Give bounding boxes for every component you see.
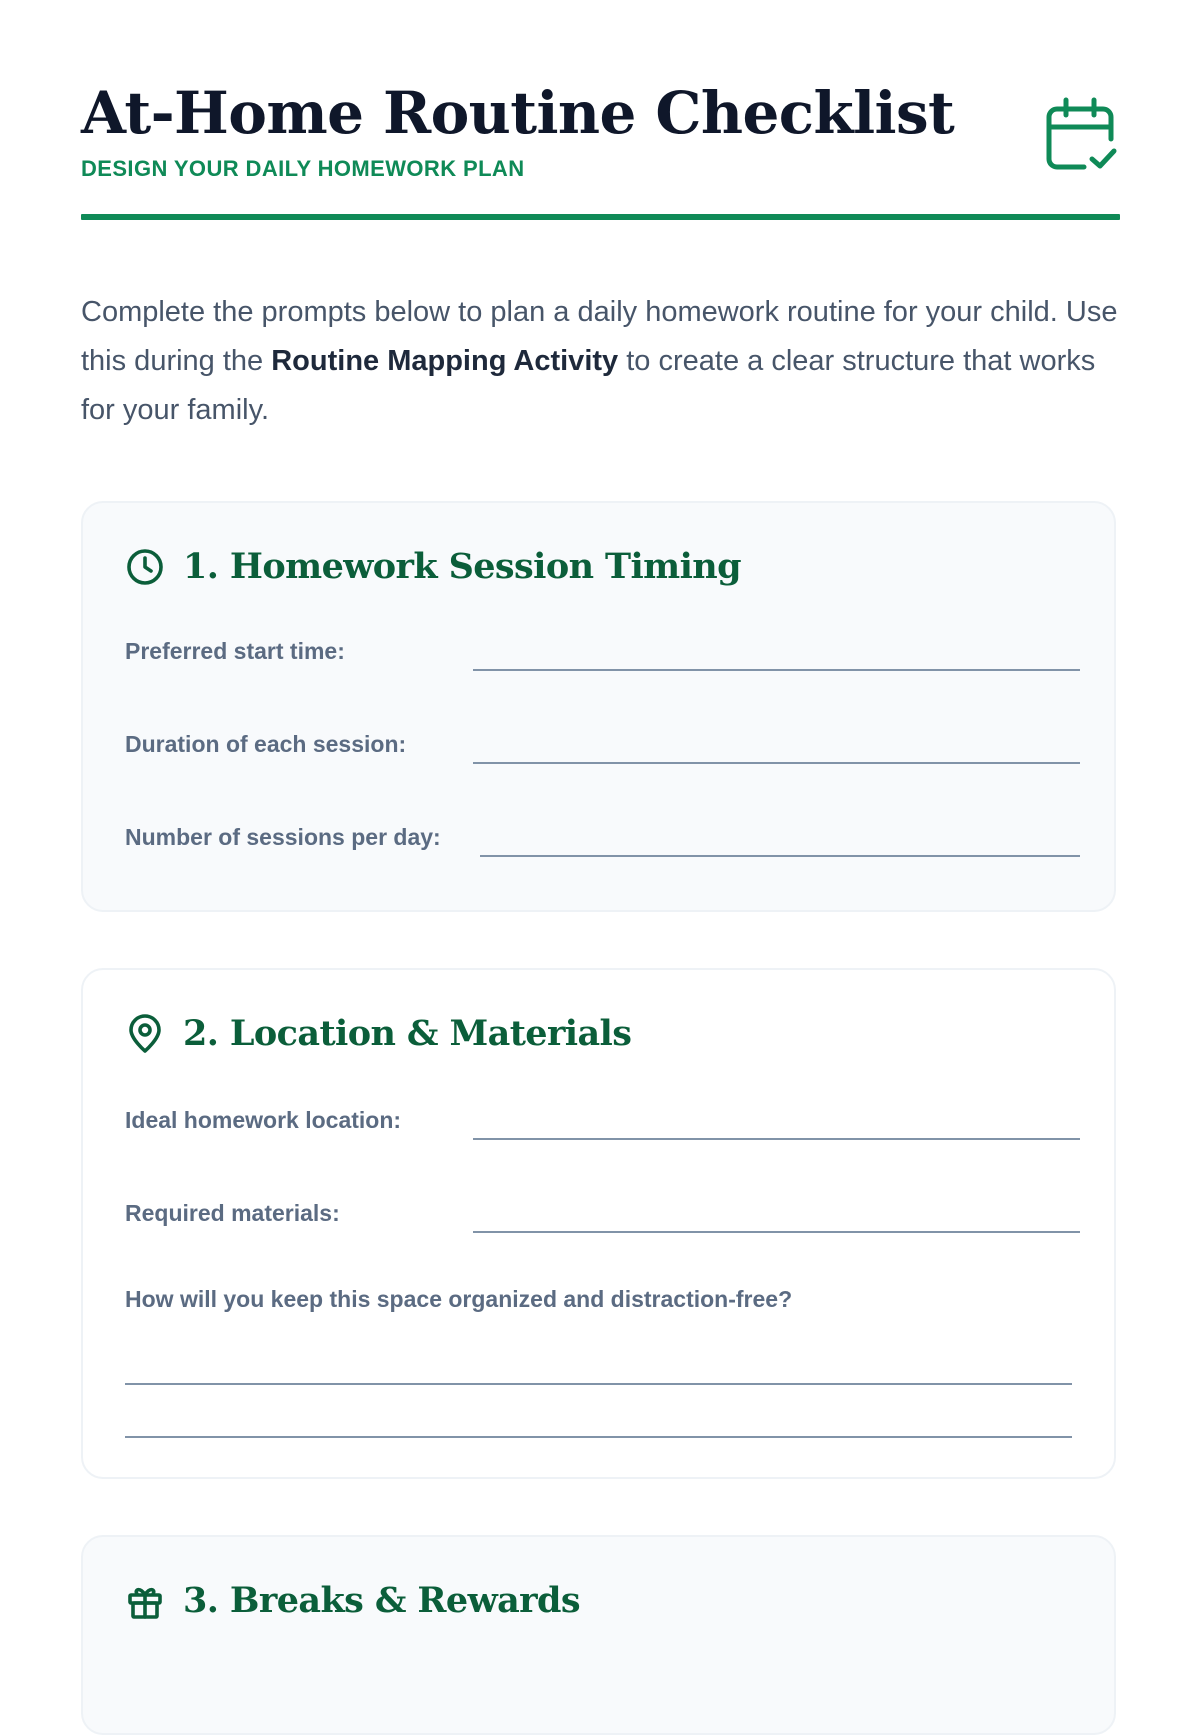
section-breaks-rewards: [81, 1535, 1116, 1735]
homework-location-input[interactable]: [473, 1138, 1080, 1140]
field-sessions-per-day: [125, 817, 1072, 857]
page-title: At-Home Routine Checklist: [81, 79, 955, 147]
calendar-check-icon: [1044, 95, 1120, 171]
answer-line-2[interactable]: [125, 1436, 1072, 1438]
field-label: Duration of each session:: [125, 731, 407, 757]
field-required-materials: [125, 1193, 1072, 1233]
organization-question: How will you keep this space organized and distraction-free?: [125, 1286, 793, 1312]
section-title-text: 1. Homework Session Timing: [183, 546, 742, 587]
intro-emphasis: Routine Mapping Activity: [271, 345, 619, 377]
gift-icon: [125, 1581, 165, 1621]
required-materials-input[interactable]: [473, 1231, 1080, 1233]
worksheet-page: [81, 0, 1120, 1621]
session-duration-input[interactable]: [473, 762, 1080, 764]
field-start-time: [125, 631, 1072, 671]
header-divider: [81, 214, 1120, 220]
field-label: Required materials:: [125, 1200, 340, 1226]
intro-text-before: Complete the prompts below to plan a daily homework routine for your child. Use this during the: [81, 296, 1118, 377]
start-time-input[interactable]: [473, 669, 1080, 671]
section-title: [125, 1011, 631, 1057]
intro-paragraph: [81, 288, 1120, 435]
field-homework-location: [125, 1100, 1072, 1140]
field-label: Number of sessions per day:: [125, 824, 441, 850]
section-title-text: 3. Breaks & Rewards: [183, 1580, 580, 1621]
field-label: Preferred start time:: [125, 638, 345, 664]
section-title: [125, 1578, 580, 1624]
section-homework-timing: [81, 501, 1116, 912]
page-header: [81, 0, 1120, 220]
sessions-per-day-input[interactable]: [480, 855, 1080, 857]
section-title-text: 2. Location & Materials: [183, 1013, 632, 1054]
location-pin-icon: [125, 1014, 165, 1054]
section-location-materials: [81, 968, 1116, 1479]
section-title: [125, 544, 741, 590]
field-session-duration: [125, 724, 1072, 764]
intro-text-after: to create a clear structure that works for your family.: [81, 345, 1096, 426]
field-label: Ideal homework location:: [125, 1107, 402, 1133]
answer-line-1[interactable]: [125, 1383, 1072, 1385]
page-subtitle: DESIGN YOUR DAILY HOMEWORK PLAN: [81, 156, 525, 181]
clock-icon: [125, 547, 165, 587]
